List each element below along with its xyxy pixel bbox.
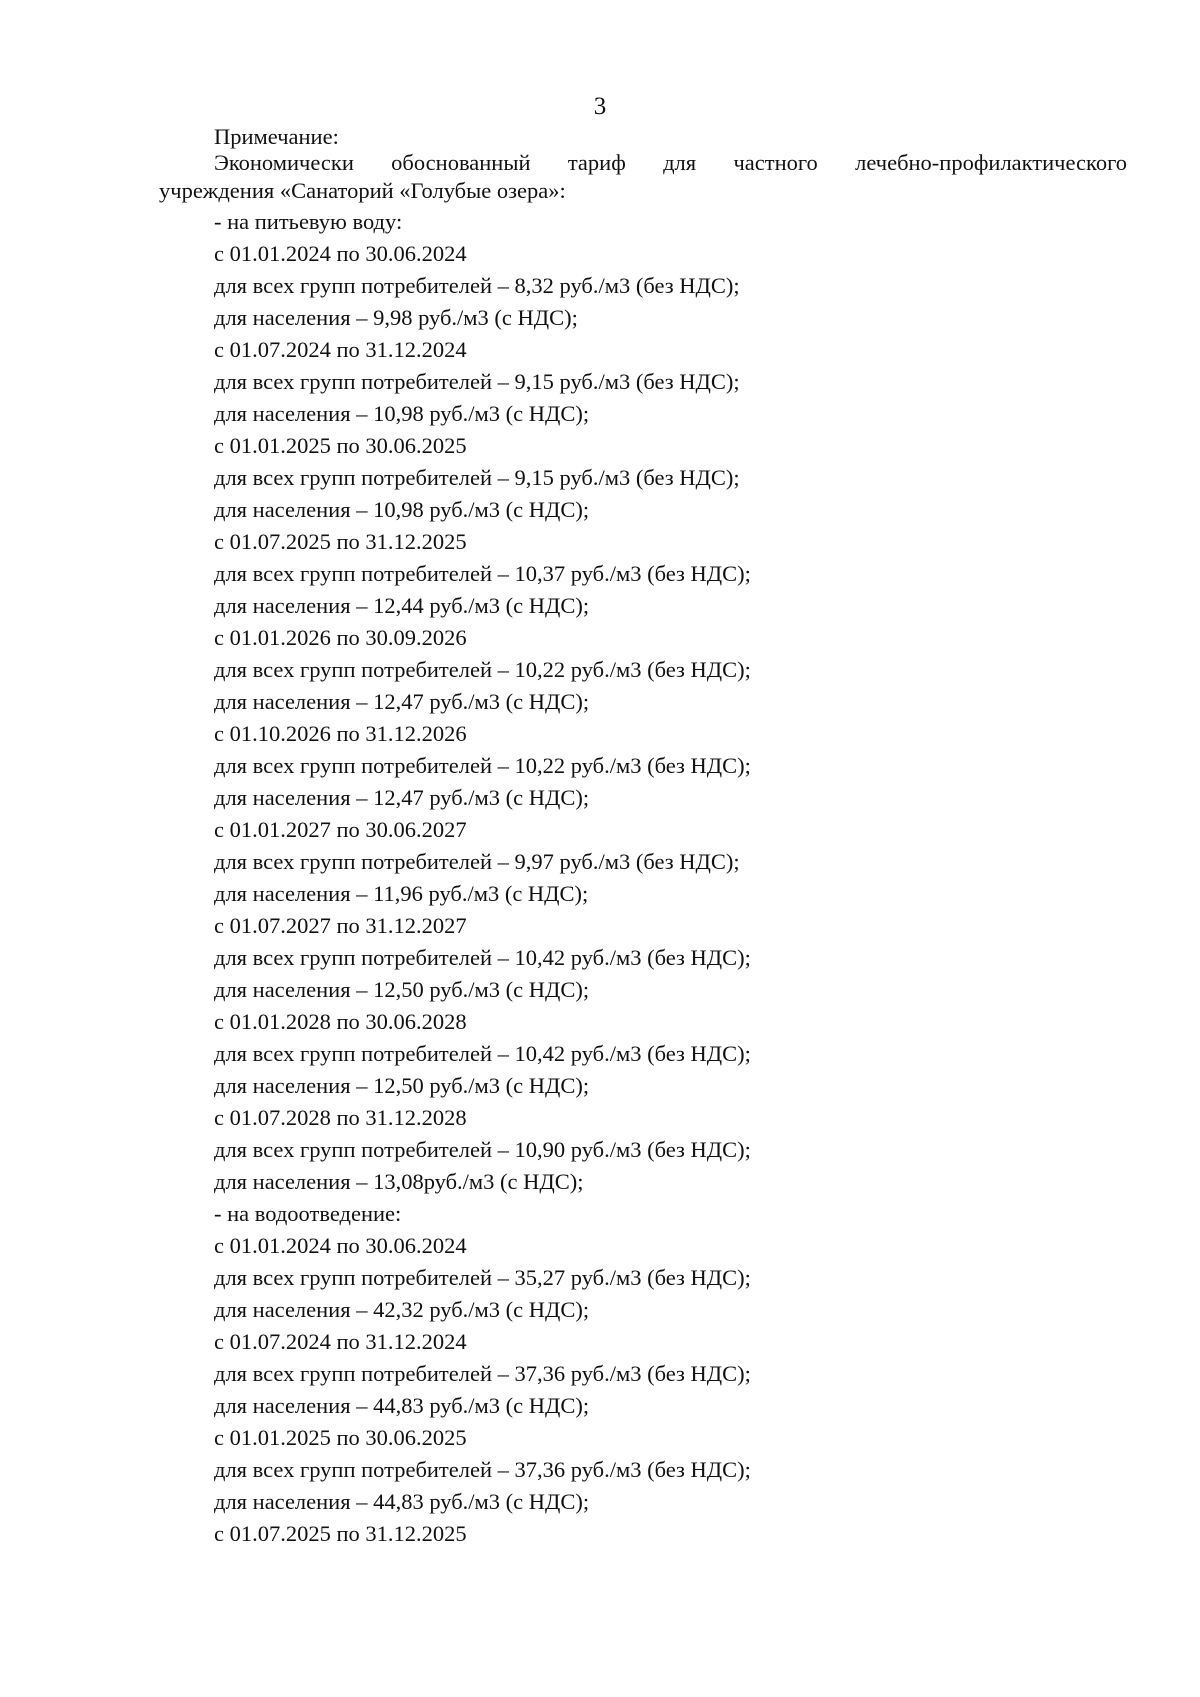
text-line: - на питьевую воду: [214,209,403,234]
intro-word: тариф [567,150,626,175]
text-line: для всех групп потребителей – 37,36 руб./м3 (без НДС); [214,1457,751,1482]
text-line: для всех групп потребителей – 10,22 руб./м3 (без НДС); [214,657,751,682]
document-body [159,124,1127,1550]
intro-word: для [663,150,697,175]
text-line: с 01.01.2026 по 30.09.2026 [214,625,467,650]
text-line: для населения – 44,83 руб./м3 (с НДС); [214,1489,590,1514]
text-line: с 01.01.2024 по 30.06.2024 [214,241,467,266]
text-line: с 01.01.2025 по 30.06.2025 [214,1425,467,1450]
text-line: с 01.10.2026 по 31.12.2026 [214,721,467,746]
intro-continuation: учреждения «Санаторий «Голубые озера»: [159,178,566,203]
text-line: для всех групп потребителей – 35,27 руб./м3 (без НДС); [214,1265,751,1290]
text-line: для всех групп потребителей – 8,32 руб./м3 (без НДС); [214,273,740,298]
intro-word: обоснованный [391,150,531,175]
text-line: для населения – 42,32 руб./м3 (с НДС); [214,1297,590,1322]
tariff-list [159,206,1127,1550]
text-line: для населения – 44,83 руб./м3 (с НДС); [214,1393,590,1418]
intro-first-line [159,150,1127,176]
text-line: для населения – 13,08руб./м3 (с НДС); [214,1169,584,1194]
text-line: с 01.01.2027 по 30.06.2027 [214,817,467,842]
text-line: с 01.07.2027 по 31.12.2027 [214,913,467,938]
text-line: с 01.01.2025 по 30.06.2025 [214,433,467,458]
text-line: для населения – 10,98 руб./м3 (с НДС); [214,401,590,426]
page-number: 3 [593,93,607,120]
text-line: для всех групп потребителей – 10,37 руб./м3 (без НДС); [214,561,751,586]
note-heading: Примечание: [214,124,339,149]
text-line: для населения – 12,50 руб./м3 (с НДС); [214,1073,590,1098]
intro-word: частного [733,150,818,175]
text-line: с 01.01.2024 по 30.06.2024 [214,1233,467,1258]
text-line: для населения – 10,98 руб./м3 (с НДС); [214,497,590,522]
text-line: для населения – 9,98 руб./м3 (с НДС); [214,305,578,330]
intro-word: Экономически [214,150,354,175]
text-line: с 01.07.2024 по 31.12.2024 [214,1329,467,1354]
text-line: для всех групп потребителей – 9,97 руб./м3 (без НДС); [214,849,740,874]
text-line: с 01.07.2025 по 31.12.2025 [214,1521,467,1546]
text-line: для всех групп потребителей – 10,42 руб./м3 (без НДС); [214,945,751,970]
text-line: для всех групп потребителей – 10,22 руб./м3 (без НДС); [214,753,751,778]
text-line: для всех групп потребителей – 10,90 руб./м3 (без НДС); [214,1137,751,1162]
text-line: для населения – 12,47 руб./м3 (с НДС); [214,689,590,714]
text-line: для всех групп потребителей – 9,15 руб./м3 (без НДС); [214,369,740,394]
intro-word: лечебно-профилактического [855,150,1127,175]
text-line: для населения – 11,96 руб./м3 (с НДС); [214,881,589,906]
text-line: с 01.07.2025 по 31.12.2025 [214,529,467,554]
text-line: для населения – 12,47 руб./м3 (с НДС); [214,785,590,810]
text-line: с 01.07.2024 по 31.12.2024 [214,337,467,362]
text-line: - на водоотведение: [214,1201,402,1226]
text-line: для всех групп потребителей – 37,36 руб./м3 (без НДС); [214,1361,751,1386]
text-line: с 01.01.2028 по 30.06.2028 [214,1009,467,1034]
text-line: для населения – 12,44 руб./м3 (с НДС); [214,593,590,618]
text-line: для всех групп потребителей – 10,42 руб./м3 (без НДС); [214,1041,751,1066]
text-line: для всех групп потребителей – 9,15 руб./м3 (без НДС); [214,465,740,490]
text-line: для населения – 12,50 руб./м3 (с НДС); [214,977,590,1002]
text-line: с 01.07.2028 по 31.12.2028 [214,1105,467,1130]
